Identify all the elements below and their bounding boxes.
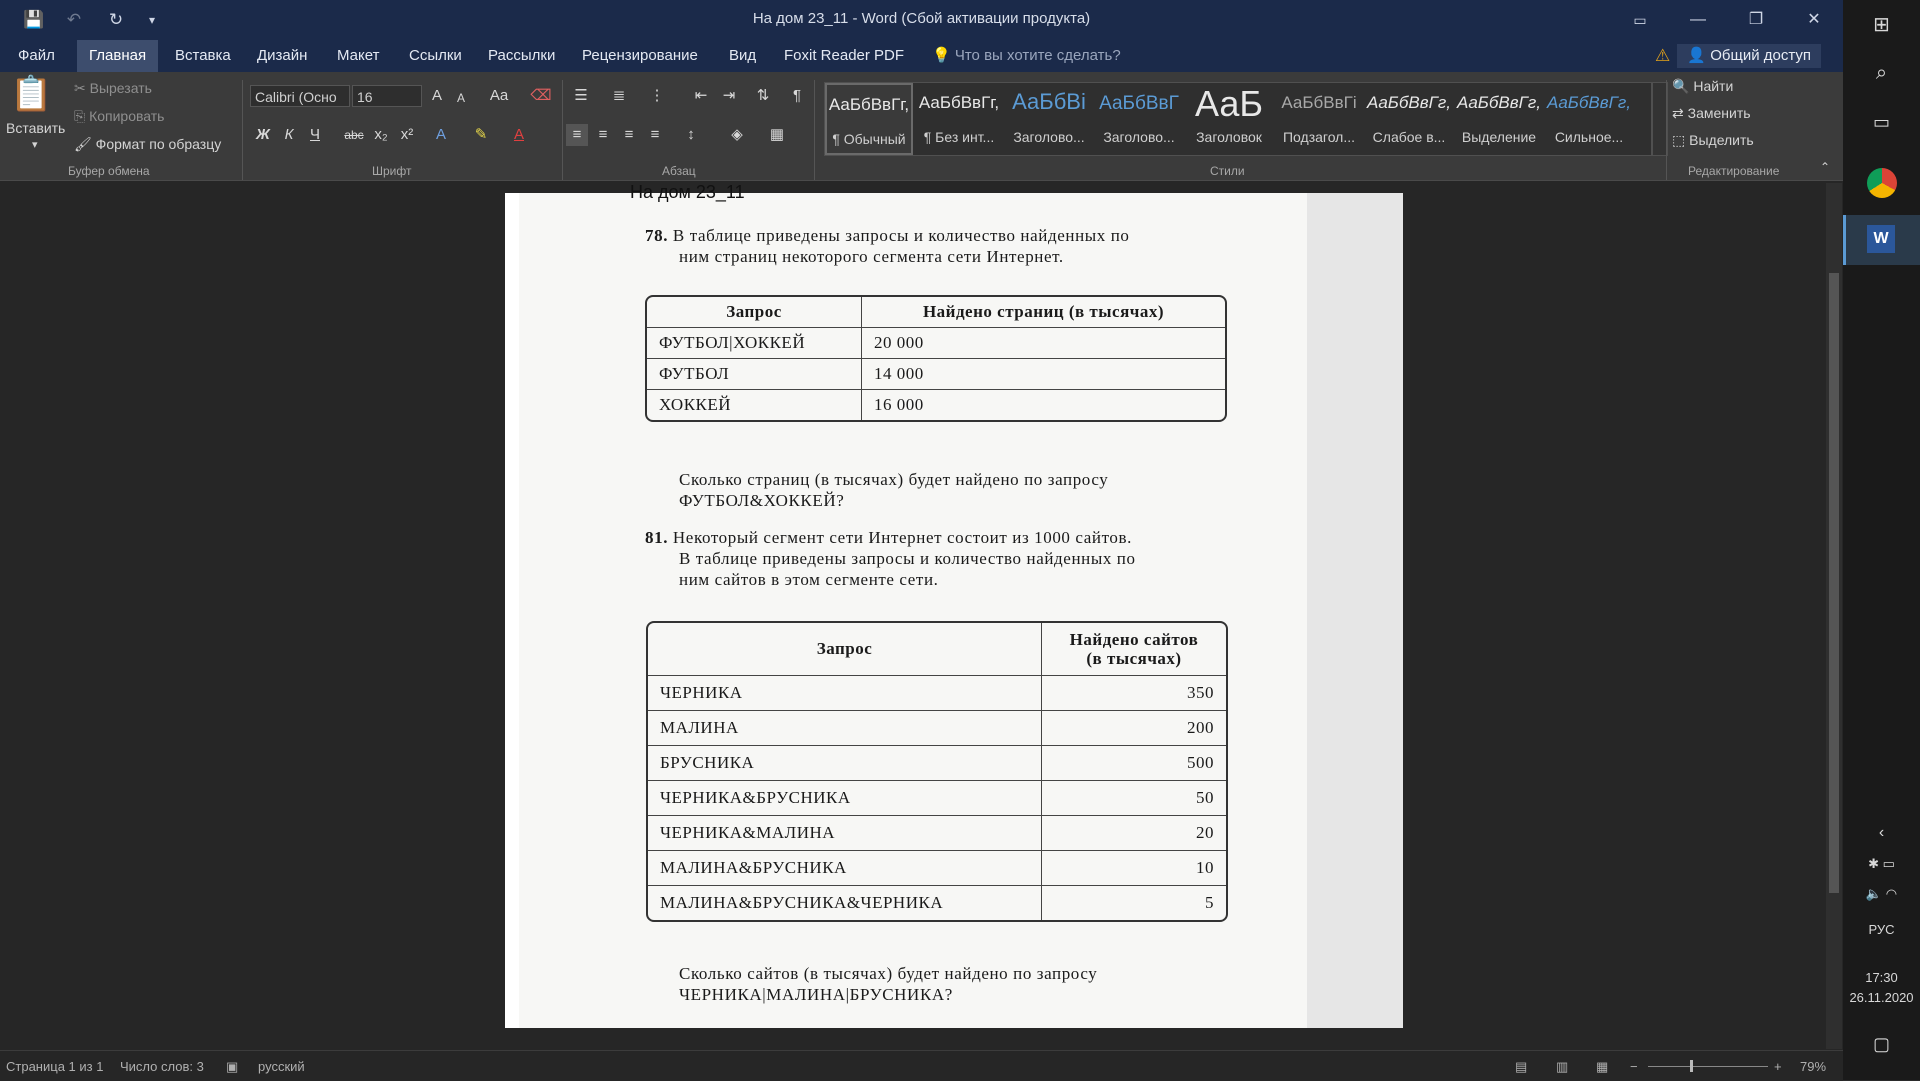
print-layout-icon[interactable]: ▥	[1556, 1059, 1569, 1074]
task81-question	[679, 963, 1239, 1005]
table-cell: ФУТБОЛ|ХОККЕЙ	[647, 328, 862, 359]
format-painter-button[interactable]	[74, 136, 221, 153]
bold-button[interactable]: Ж	[256, 126, 270, 143]
input-language[interactable]: РУС	[1868, 922, 1895, 937]
select-button[interactable]	[1672, 132, 1754, 149]
highlight-icon[interactable]: ✎	[474, 126, 488, 143]
table-cell: 200	[1042, 711, 1226, 746]
share-button[interactable]	[1677, 44, 1821, 68]
tell-me-text: Что вы хотите сделать?	[954, 47, 1121, 64]
word-icon: W	[1867, 225, 1895, 253]
table-cell: 20	[1042, 816, 1226, 851]
superscript-button[interactable]: x²	[400, 126, 414, 143]
line-spacing-icon[interactable]: ↕	[687, 126, 695, 143]
tab-review[interactable]: Рецензирование	[582, 47, 698, 64]
tab-view[interactable]: Вид	[729, 47, 757, 64]
proofing-icon[interactable]: ▣	[226, 1059, 239, 1074]
task81-question-line2: ЧЕРНИКА|МАЛИНА|БРУСНИКА?	[679, 985, 953, 1004]
paste-button[interactable]: Вставить	[6, 120, 66, 136]
redo-icon[interactable]: ↻	[108, 10, 124, 29]
shading-icon[interactable]: ◈	[731, 126, 743, 143]
task78-line2: ним страниц некоторого сегмента сети Интернет.	[679, 247, 1064, 266]
table-cell: 5	[1205, 893, 1214, 912]
tab-foxit[interactable]: Foxit Reader PDF	[784, 47, 905, 64]
share-label: Общий доступ	[1710, 47, 1811, 64]
font-group-label: Шрифт	[372, 164, 412, 178]
multilevel-list-icon[interactable]: ⋮	[649, 87, 665, 104]
style-subtle-emphasis[interactable]	[1365, 83, 1453, 155]
task81-text	[645, 527, 1245, 590]
task81-line3: ним сайтов в этом сегменте сети.	[679, 570, 939, 589]
style-normal[interactable]	[825, 83, 913, 155]
table-cell: ЧЕРНИКА&МАЛИНА	[648, 816, 1042, 851]
paragraph-group-label: Абзац	[662, 164, 696, 178]
separator	[242, 80, 243, 180]
cut-button[interactable]	[74, 80, 152, 97]
table-row	[648, 851, 1226, 886]
tab-home[interactable]: Главная	[77, 40, 158, 72]
language-indicator[interactable]: русский	[258, 1059, 305, 1074]
scanned-image	[519, 193, 1307, 1028]
font-color-button[interactable]: A	[513, 126, 524, 143]
person-icon: 👤	[1687, 47, 1707, 64]
scrollbar-thumb[interactable]	[1829, 273, 1839, 893]
scissors-icon: ✂	[74, 80, 86, 96]
table-cell: 50	[1042, 781, 1226, 816]
word-count[interactable]: Число слов: 3	[120, 1059, 204, 1074]
table-row	[647, 359, 1225, 390]
clock-date[interactable]: 26.11.2020	[1849, 990, 1914, 1005]
style-name: Сильное...	[1554, 129, 1624, 145]
restore-button[interactable]: ❐	[1748, 11, 1764, 28]
document-heading[interactable]: На дом 23_11	[630, 182, 745, 202]
style-name: Заголово...	[1103, 129, 1175, 145]
search-icon[interactable]: ⌕	[1875, 62, 1888, 84]
style-name: ¶ Без инт...	[923, 129, 995, 145]
table-row	[647, 328, 1225, 359]
style-name: Слабое в...	[1372, 129, 1446, 145]
table-header: Найдено страниц (в тысячах)	[862, 297, 1225, 328]
text-effects-icon[interactable]: A	[435, 126, 446, 143]
task81-number: 81.	[645, 528, 669, 547]
web-layout-icon[interactable]: ▦	[1596, 1059, 1609, 1074]
tell-me-box[interactable]	[920, 40, 1133, 72]
style-sample: АаБбВвГг,	[1547, 93, 1631, 112]
numbering-icon[interactable]: ≣	[612, 87, 626, 104]
separator	[1666, 80, 1667, 180]
table-cell: 14 000	[862, 359, 1225, 390]
style-sample: АаБбВвГг,	[1457, 93, 1541, 112]
style-title[interactable]	[1185, 83, 1273, 155]
style-sample: АаБбВвГ	[1099, 93, 1179, 114]
notification-icon[interactable]: ▢	[1872, 1034, 1890, 1054]
separator	[562, 80, 563, 180]
collapse-ribbon-icon[interactable]: ⌃	[1820, 160, 1831, 174]
tab-mailings[interactable]: Рассылки	[488, 47, 556, 64]
tab-insert[interactable]: Вставка	[175, 47, 231, 64]
chrome-icon[interactable]	[1867, 168, 1897, 198]
pilcrow-icon[interactable]: ¶	[792, 87, 802, 104]
change-case-button[interactable]: Aa	[489, 87, 509, 104]
taskbar	[1843, 0, 1920, 1080]
ribbon-tabs	[0, 40, 1843, 72]
align-right-icon[interactable]: ≡	[624, 126, 634, 143]
copy-icon: ⎘	[74, 108, 86, 124]
strikethrough-button[interactable]: abc	[344, 128, 364, 142]
task78-question-line1: Сколько страниц (в тысячах) будет найдено по запросу	[679, 470, 1109, 489]
table-row	[648, 676, 1226, 711]
align-center-icon[interactable]: ≡	[598, 126, 608, 143]
status-bar	[0, 1050, 1843, 1081]
task81-question-line1: Сколько сайтов (в тысячах) будет найдено по запросу	[679, 964, 1098, 983]
decrease-indent-icon[interactable]: ⇤	[694, 87, 708, 104]
table-header	[1042, 623, 1226, 676]
styles-group-label: Стили	[1210, 164, 1245, 178]
zoom-slider[interactable]	[1648, 1066, 1768, 1067]
clock-time[interactable]: 17:30	[1865, 970, 1898, 985]
windows-start-icon[interactable]: ⊞	[1873, 14, 1890, 36]
table-header-row	[647, 297, 1225, 328]
font-name-value: Calibri (Осно	[255, 89, 337, 105]
underline-button[interactable]: Ч	[310, 126, 320, 143]
table-row	[648, 886, 1226, 920]
tab-layout[interactable]: Макет	[337, 47, 380, 64]
table-cell: ЧЕРНИКА	[648, 676, 1042, 711]
align-left-icon[interactable]: ≡	[566, 124, 588, 146]
warning-icon[interactable]: ⚠	[1655, 46, 1671, 65]
paste-icon[interactable]: 📋	[10, 75, 53, 113]
task-view-icon[interactable]: ▭	[1872, 112, 1890, 132]
table-cell: МАЛИНА&БРУСНИКА	[648, 851, 1042, 886]
read-mode-icon[interactable]: ▤	[1515, 1059, 1528, 1074]
table-cell: 500	[1042, 746, 1226, 781]
style-name: Подзагол...	[1282, 129, 1356, 145]
style-sample: АаБбВвГг,	[828, 95, 910, 114]
table-row	[648, 816, 1226, 851]
table-row	[647, 390, 1225, 420]
header-line: (в тысячах)	[1086, 649, 1182, 668]
clipboard-group-label: Буфер обмена	[68, 164, 150, 178]
style-name: Заголово...	[1013, 129, 1085, 145]
style-name: ¶ Обычный	[832, 131, 906, 147]
replace-icon: ⇄	[1672, 105, 1684, 121]
tab-file[interactable]: Файл	[18, 47, 55, 64]
increase-indent-icon[interactable]: ⇥	[722, 87, 736, 104]
table-cell: 16 000	[874, 395, 924, 414]
undo-icon[interactable]: ↶	[66, 10, 82, 29]
table-cell: ФУТБОЛ	[647, 359, 862, 390]
task81-line2: В таблице приведены запросы и количество найденных по	[679, 549, 1136, 568]
window-title: На дом 23_11 - Word (Сбой активации продукта)	[752, 10, 1091, 27]
chevron-down-icon[interactable]: ▾	[148, 13, 156, 27]
find-button[interactable]	[1672, 78, 1733, 95]
table-cell: ХОККЕЙ	[647, 390, 862, 420]
table-cell: 350	[1042, 676, 1226, 711]
table-row	[648, 711, 1226, 746]
find-label: Найти	[1693, 78, 1734, 94]
table-cell: МАЛИНА	[648, 711, 1042, 746]
title-bar	[0, 0, 1843, 40]
table-cell: 20 000	[862, 328, 1225, 359]
ribbon	[0, 72, 1843, 181]
save-icon[interactable]: 💾	[23, 10, 45, 29]
style-name: Заголовок	[1196, 129, 1262, 145]
active-indicator	[1843, 215, 1846, 265]
clear-format-icon[interactable]: ⌫	[530, 87, 552, 104]
word-taskbar-item[interactable]	[1843, 215, 1920, 265]
replace-button[interactable]	[1672, 105, 1751, 122]
zoom-in-icon[interactable]: +	[1774, 1059, 1782, 1074]
subscript-button[interactable]: x₂	[374, 126, 388, 143]
style-sample: АаБбВвГг,	[1367, 93, 1451, 112]
style-sample: АаБбВвГг,	[918, 93, 1000, 112]
style-intense-emphasis[interactable]	[1545, 83, 1633, 155]
scan-margin	[1307, 193, 1403, 1028]
sort-icon[interactable]: ⇅	[756, 87, 770, 104]
style-sample: АаБбВвГі	[1281, 93, 1357, 112]
table-header: Запрос	[648, 623, 1042, 676]
select-label: Выделить	[1689, 132, 1754, 148]
task81-table	[646, 621, 1228, 922]
volume-icon[interactable]: 🔈 ◠	[1865, 886, 1898, 901]
borders-icon[interactable]: ▦	[769, 126, 785, 143]
editing-group-label: Редактирование	[1688, 164, 1780, 178]
cursor-icon: ⬚	[1672, 132, 1686, 148]
page-count[interactable]: Страница 1 из 1	[6, 1059, 104, 1074]
table-cell: БРУСНИКА	[648, 746, 1042, 781]
table-cell: ЧЕРНИКА&БРУСНИКА	[648, 781, 1042, 816]
ribbon-display-icon[interactable]: ▭	[1633, 12, 1647, 28]
zoom-out-icon[interactable]: −	[1630, 1059, 1638, 1074]
task78-number: 78.	[645, 226, 669, 245]
copy-button[interactable]	[74, 108, 164, 125]
zoom-slider-thumb[interactable]	[1690, 1060, 1693, 1072]
task78-question	[679, 469, 1239, 511]
search-icon: 🔍	[1672, 78, 1690, 94]
tab-design[interactable]: Дизайн	[257, 47, 308, 64]
close-button[interactable]: ✕	[1807, 11, 1821, 28]
task78-text	[645, 225, 1225, 267]
style-name: Выделение	[1461, 129, 1537, 145]
task78-question-line2: ФУТБОЛ&ХОККЕЙ?	[679, 491, 845, 510]
style-emphasis[interactable]	[1455, 83, 1543, 155]
justify-icon[interactable]: ≡	[650, 126, 660, 143]
minimize-button[interactable]: —	[1690, 11, 1706, 28]
italic-button[interactable]: К	[284, 126, 294, 143]
task78-line1: В таблице приведены запросы и количество найденных по	[672, 226, 1130, 245]
shrink-font-icon[interactable]: A	[456, 91, 465, 105]
vertical-scrollbar[interactable]	[1826, 183, 1842, 1049]
table-row	[648, 781, 1226, 816]
style-heading-2[interactable]	[1095, 83, 1183, 155]
font-size-value: 16	[357, 89, 373, 105]
document-page[interactable]	[505, 193, 1403, 1028]
style-sample: АаБ	[1194, 83, 1264, 124]
table-cell: МАЛИНА&БРУСНИКА&ЧЕРНИКА	[648, 886, 1042, 920]
tab-references[interactable]: Ссылки	[409, 47, 462, 64]
separator	[814, 80, 815, 180]
replace-label: Заменить	[1687, 105, 1751, 121]
table-row	[648, 746, 1226, 781]
chevron-left-icon[interactable]: ‹	[1878, 824, 1885, 841]
cut-label: Вырезать	[89, 80, 152, 96]
task81-line1: Некоторый сегмент сети Интернет состоит из 1000 сайтов.	[672, 528, 1132, 547]
style-heading-1[interactable]	[1005, 83, 1093, 155]
paste-dropdown-icon[interactable]: ▾	[32, 139, 38, 151]
table-header: Запрос	[647, 297, 862, 328]
lightbulb-icon: 💡	[932, 47, 951, 64]
tray-icons[interactable]: ✱ ▭	[1868, 856, 1895, 871]
format-painter-label: Формат по образцу	[95, 136, 222, 152]
bullets-icon[interactable]: ☰	[574, 87, 588, 104]
zoom-level[interactable]: 79%	[1800, 1059, 1827, 1074]
table-header-row	[648, 623, 1226, 676]
style-sample: АаБбВі	[1012, 89, 1086, 114]
header-line: Найдено сайтов	[1069, 630, 1199, 649]
copy-label: Копировать	[89, 108, 165, 124]
style-subtitle[interactable]	[1275, 83, 1363, 155]
styles-gallery	[824, 82, 1652, 156]
font-size-select[interactable]	[352, 85, 422, 107]
task78-table	[645, 295, 1227, 422]
brush-icon: 🖌	[74, 136, 92, 152]
table-cell: 10	[1042, 851, 1226, 886]
font-name-select[interactable]	[250, 85, 350, 107]
style-no-spacing[interactable]	[915, 83, 1003, 155]
grow-font-icon[interactable]: A	[431, 87, 442, 104]
